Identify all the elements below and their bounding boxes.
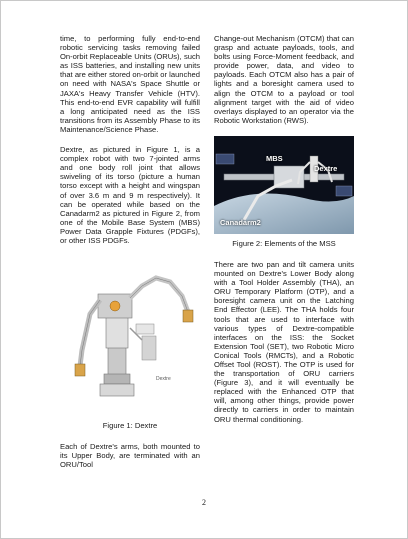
figure-2-mss-image [214,136,354,234]
dextre-robot-illustration [60,256,200,416]
figure-2-label-dextre: Dextre [314,163,338,173]
paragraph-dextre-description: Dextre, as pictured in Figure 1, is a complex robot with two 7-jointed arms and one body roll joint that allows swiveling of its torso (picture a human torso except with a height and wingspan of over 3.6 m and 9 m respectively). It can be operated while based on the Canadarm2 as pictured in Figure 2, from one of the Mobile Base System (MBS) Power Data Grapple Fixtures (PDGFs), or other ISS PDGFs. [60,145,200,245]
figure-2-caption: Figure 2: Elements of the MSS [232,238,336,248]
paragraph-camera-tools: There are two pan and tilt camera units mounted on Dextre's Lower Body along with a Tool Holder Assembly (THA), an ORU Temporary Platform (OTP), and a boresight camera unit on the Latching End Effector (LEE). The THA holds four tools that are used to interface with various types of Dextre-compatible interfaces on the ISS: the Socket Extension Tool (SET), two Robotic Micro Conical Tools (RMCTs), and a Robotic Offset Tool (ROST). The OTP is used for the transportation of ORU carriers (Figure 3), and it will eventually be replaced with the Enhanced OTP that will, among other things, provide power directly to carriers in order to maintain ORU thermal conditioning. [214,259,354,424]
page-number: 2 [202,498,206,507]
paragraph-ens-capability: time, to performing fully end-to-end robotic servicing tasks removing failed On-orbit Replaceable Units (ORUs), such as ISS batteries, and installing new units that are either stored on-orbit or launched on need with NASA's Space Shuttle or JAXA's Heavy Transfer Vehicle (HTV). This end-to-end EVR capability will fulfill a long anticipated need as the ISS transitions from its Assembly Phase to its Maintenance/Science Phase. [60,34,200,134]
paragraph-otcm: Change-out Mechanism (OTCM) that can grasp and actuate payloads, tools, and bolts using Force-Moment feedback, and provide power, data, and video to payloads. Each OTCM also has a pair of lights and a boresight camera used to align the OTCM to a payload or tool alignment target with the aid of video overlays displayed to an operator via the Robotic Workstation (RWS). [214,34,354,125]
left-column [60,34,200,480]
figure-1-caption: Figure 1: Dextre [102,421,158,431]
figure-1-dextre-image [60,256,200,416]
figure-2-label-canadarm2: Canadarm2 [220,217,261,227]
figure-2-label-mbs: MBS [266,153,283,163]
figure-1-inner-label: Dextre [156,376,171,383]
right-column [214,34,354,435]
paragraph-dextre-arms: Each of Dextre's arms, both mounted to its Upper Body, are terminated with an ORU/Tool [60,442,200,470]
